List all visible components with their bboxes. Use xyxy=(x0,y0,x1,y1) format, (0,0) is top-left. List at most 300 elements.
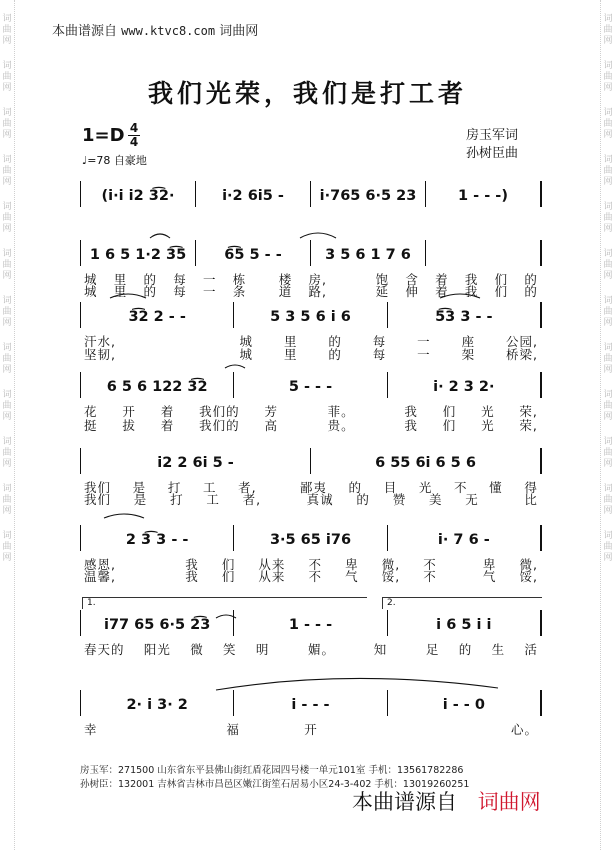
lyric-word: 美 xyxy=(428,492,443,507)
lyric-word: 不 xyxy=(423,557,437,572)
lyric-word: 每 xyxy=(372,347,387,362)
measure-notes: 2 3͡ 3 - - xyxy=(125,532,189,548)
lyric-word: 微, xyxy=(381,557,401,572)
lyric-word: 城 xyxy=(239,347,254,362)
side-watermark-glyph: 网 xyxy=(603,271,613,281)
lyric-word: 着 xyxy=(435,272,449,287)
measure xyxy=(426,240,542,266)
lyric-word: 温馨, xyxy=(84,569,116,584)
side-watermark-glyph: 网 xyxy=(2,177,12,187)
side-watermark-group xyxy=(2,343,11,376)
measure xyxy=(388,610,542,636)
lyric-word: 工 xyxy=(206,492,220,507)
side-watermark-glyph: 网 xyxy=(603,177,613,187)
lyric-word: 卑 xyxy=(345,557,359,572)
lyric-word: 不 xyxy=(308,557,323,572)
lyric-word: 着 xyxy=(160,404,175,419)
measure-notes: 6 5 6 122 3͡2 xyxy=(106,379,208,395)
side-watermark-glyph: 曲 xyxy=(603,495,613,505)
lyric-word: 里 xyxy=(113,284,128,299)
measure-notes: 5 - - - xyxy=(288,379,333,395)
lyric-word: 荣, xyxy=(519,404,538,419)
measure-notes: i·765 6·5 23 xyxy=(319,188,417,204)
lyric-word: 明 xyxy=(255,642,270,657)
lyric-word: 光 xyxy=(481,404,495,419)
lyric-word: 幸 xyxy=(84,722,98,737)
lyric-word: 我 xyxy=(185,569,199,584)
side-watermark-glyph: 网 xyxy=(603,506,613,516)
side-watermark-glyph: 网 xyxy=(2,506,12,516)
side-watermark-glyph: 网 xyxy=(603,553,613,563)
lyric-word: 道 xyxy=(278,284,293,299)
lyric-word: 挺 xyxy=(84,418,98,433)
footer-watermark xyxy=(352,786,541,816)
lyric-word: 架 xyxy=(461,347,476,362)
lyric-word: 我们 xyxy=(84,492,112,507)
header-watermark xyxy=(52,20,258,39)
footer-site-name[interactable]: 词曲网 xyxy=(477,790,541,814)
lyric-word: 我 xyxy=(404,404,418,419)
lyric-word: 一 xyxy=(203,272,217,287)
measure-notes: 1 - - - xyxy=(288,617,333,633)
side-watermark-group xyxy=(603,249,612,282)
key-signature: 1=D xyxy=(82,125,125,146)
lyric-line xyxy=(84,720,538,738)
measure xyxy=(80,610,234,636)
measure xyxy=(388,372,542,398)
lyric-word: 微 xyxy=(190,642,204,657)
lyric-word: 条 xyxy=(232,284,247,299)
side-watermark-glyph: 词 xyxy=(2,155,12,165)
measure-notes: 1 6 5 1·2 3͡5 xyxy=(89,247,187,263)
measure xyxy=(311,448,542,474)
lyric-word: 者, xyxy=(242,492,262,507)
time-signature xyxy=(128,122,140,149)
measure xyxy=(234,610,387,636)
header-site-name: 词曲网 xyxy=(219,24,259,39)
lyric-word: 得 xyxy=(524,480,538,495)
lyric-word: 汗水, xyxy=(84,334,116,349)
side-watermark-glyph: 词 xyxy=(603,61,613,71)
side-watermark-glyph: 曲 xyxy=(603,401,613,411)
measure xyxy=(80,302,234,328)
side-watermark-glyph: 词 xyxy=(2,343,12,353)
lyric-word: 从来 xyxy=(258,569,286,584)
volta-2-label: 2. xyxy=(387,598,396,608)
lyric-word: 鄙夷 xyxy=(299,480,327,495)
side-watermark-glyph: 曲 xyxy=(2,307,12,317)
lyric-word: 馁, xyxy=(519,569,538,584)
lyric-word: 者, xyxy=(238,480,257,495)
side-watermark-glyph: 词 xyxy=(2,249,12,259)
lyric-word: 一 xyxy=(203,284,217,299)
lyric-word: 贵。 xyxy=(327,418,355,433)
measure xyxy=(80,181,196,207)
side-watermark-glyph: 词 xyxy=(2,61,12,71)
side-watermark-glyph: 曲 xyxy=(2,401,12,411)
side-watermark-glyph: 词 xyxy=(2,484,12,494)
lyric-word: 里 xyxy=(113,272,128,287)
lyric-word: 从来 xyxy=(258,557,286,572)
measure xyxy=(426,181,542,207)
lyric-word: 无 xyxy=(465,492,479,507)
side-watermark-glyph: 词 xyxy=(2,296,12,306)
side-watermark-glyph: 词 xyxy=(603,202,613,212)
side-watermark-glyph: 网 xyxy=(2,459,12,469)
measure-notes: i - - 0 xyxy=(442,697,485,713)
notation-system xyxy=(80,181,542,207)
lyric-word: 栋 xyxy=(232,272,247,287)
notation-system xyxy=(80,610,542,636)
lyric-word: 芳 xyxy=(264,404,278,419)
lyric-word: 我 xyxy=(464,284,479,299)
lyric-word: 微, xyxy=(519,557,538,572)
side-watermark-glyph: 曲 xyxy=(603,213,613,223)
side-watermark-glyph: 词 xyxy=(603,531,613,541)
lyric-word: 们 xyxy=(494,284,509,299)
measure-notes: 2· i 3· 2 xyxy=(126,697,188,713)
lyric-word: 工 xyxy=(202,480,217,495)
contact-line-composer: 孙树臣：132001 吉林省吉林市昌邑区嫩江街笙石居易小区24-3-402 手机：13019260251 xyxy=(80,779,470,790)
side-watermark-glyph: 网 xyxy=(2,224,12,234)
lyric-word: 的 xyxy=(328,347,342,362)
lyric-word: 里 xyxy=(283,334,298,349)
side-watermark-glyph: 曲 xyxy=(603,542,613,552)
measure xyxy=(80,448,311,474)
notation-system xyxy=(80,240,542,266)
notation-system xyxy=(80,372,542,398)
measure xyxy=(311,240,426,266)
lyric-word: 光 xyxy=(418,480,433,495)
lyric-word: 里 xyxy=(283,347,298,362)
side-watermark-glyph: 网 xyxy=(603,36,613,46)
measure-notes: i - - - xyxy=(291,697,330,713)
lyric-word: 着 xyxy=(160,418,175,433)
lyric-word: 含 xyxy=(405,272,419,287)
lyric-word: 们 xyxy=(221,569,236,584)
lyric-word: 不 xyxy=(454,480,468,495)
side-watermark-glyph: 曲 xyxy=(2,448,12,458)
side-watermark-glyph: 曲 xyxy=(603,72,613,82)
lyric-word: 房, xyxy=(308,272,327,287)
lyric-word: 笑 xyxy=(223,642,237,657)
side-watermark-glyph: 网 xyxy=(2,271,12,281)
lyric-word: 目 xyxy=(383,480,398,495)
side-watermark-glyph: 曲 xyxy=(603,307,613,317)
measure xyxy=(388,525,542,551)
lyric-word: 桥梁, xyxy=(505,347,538,362)
side-watermark-group xyxy=(2,484,11,517)
lyric-word: 懂 xyxy=(489,480,503,495)
measure-notes: i2 2 6i 5 - xyxy=(157,455,234,471)
side-watermark-glyph: 词 xyxy=(2,202,12,212)
notation-system xyxy=(80,448,542,474)
lyric-word: 的 xyxy=(143,284,158,299)
measure xyxy=(388,690,542,716)
lyric-word: 我 xyxy=(464,272,479,287)
side-watermark-group xyxy=(2,390,11,423)
lyric-word: 足 xyxy=(425,642,440,657)
lyric-line xyxy=(84,490,538,508)
side-watermark-group xyxy=(603,343,612,376)
lyric-word: 坚韧, xyxy=(84,347,116,362)
side-watermark-glyph: 曲 xyxy=(2,495,12,505)
side-watermark-glyph: 词 xyxy=(603,484,613,494)
measure xyxy=(196,181,311,207)
lyric-word: 的 xyxy=(524,272,538,287)
side-watermark-group xyxy=(603,155,612,188)
lyric-word: 的 xyxy=(143,272,158,287)
lyric-word: 媚。 xyxy=(308,642,336,657)
header-url-link[interactable]: www.ktvc8.com xyxy=(121,24,216,38)
side-watermark-glyph: 词 xyxy=(603,390,613,400)
lyric-word: 公园, xyxy=(505,334,538,349)
side-watermark-glyph: 曲 xyxy=(603,354,613,364)
side-watermark-glyph: 曲 xyxy=(2,72,12,82)
side-watermark-glyph: 曲 xyxy=(603,25,613,35)
lyric-word: 打 xyxy=(167,480,182,495)
lyric-line xyxy=(84,282,538,300)
lyric-line xyxy=(84,416,538,434)
measure xyxy=(80,525,234,551)
side-watermark-group xyxy=(2,249,11,282)
measure xyxy=(80,240,196,266)
lyric-word: 气 xyxy=(482,569,497,584)
header-brand: 本曲谱源自 xyxy=(52,24,118,39)
side-watermark-group xyxy=(2,155,11,188)
lyric-word: 拔 xyxy=(122,418,136,433)
volta-bracket-2 xyxy=(382,597,542,609)
lyric-word: 福 xyxy=(226,722,240,737)
side-watermark-group xyxy=(2,531,11,564)
lyric-word: 城 xyxy=(84,272,98,287)
lyric-word: 打 xyxy=(170,492,184,507)
measure xyxy=(234,302,387,328)
side-watermark-glyph: 网 xyxy=(2,130,12,140)
lyric-word: 伸 xyxy=(405,284,419,299)
side-watermark-glyph: 曲 xyxy=(2,354,12,364)
lyric-word: 们 xyxy=(221,557,236,572)
lyric-word: 真诚 xyxy=(306,492,334,507)
side-watermark-group xyxy=(603,108,612,141)
side-watermark-glyph: 网 xyxy=(2,36,12,46)
lyric-word: 心。 xyxy=(510,722,538,737)
lyric-word: 不 xyxy=(423,569,437,584)
contact-line-lyricist: 房玉军：271500 山东省东平县佛山街红盾花园四号楼一单元101室 手机：13561782286 xyxy=(80,765,464,776)
side-watermark-right xyxy=(600,0,615,850)
side-watermark-group xyxy=(2,14,11,47)
lyric-word: 延 xyxy=(375,284,390,299)
lyric-word: 的 xyxy=(458,642,473,657)
side-watermark-glyph: 词 xyxy=(603,108,613,118)
side-watermark-glyph: 网 xyxy=(603,318,613,328)
lyricist-credit: 房玉军词 xyxy=(466,128,519,143)
notation-system xyxy=(80,525,542,551)
side-watermark-glyph: 网 xyxy=(603,130,613,140)
side-watermark-glyph: 网 xyxy=(603,459,613,469)
measure-notes: 6 55 6i 6 5 6 xyxy=(375,455,476,471)
side-watermark-glyph: 词 xyxy=(2,14,12,24)
measure xyxy=(311,181,426,207)
lyric-word: 花 xyxy=(84,404,98,419)
lyric-word: 我 xyxy=(404,418,418,433)
lyric-word: 活 xyxy=(524,642,538,657)
credits xyxy=(466,127,518,163)
lyric-word: 着 xyxy=(435,284,449,299)
lyric-line xyxy=(84,567,538,585)
volta-bracket-1 xyxy=(82,597,367,609)
lyric-word: 菲。 xyxy=(327,404,355,419)
side-watermark-glyph: 词 xyxy=(603,249,613,259)
side-watermark-group xyxy=(603,202,612,235)
measure-notes: i77 65 6·5 2͡3 xyxy=(103,617,211,633)
lyric-word: 一 xyxy=(417,347,431,362)
lyric-word: 气 xyxy=(345,569,359,584)
footer-brand: 本曲谱源自 xyxy=(352,790,457,814)
side-watermark-glyph: 曲 xyxy=(603,260,613,270)
measure-notes: 5͡3 3 - - xyxy=(435,309,493,325)
lyric-word: 的 xyxy=(524,284,538,299)
measure xyxy=(234,525,387,551)
lyric-word: 卑 xyxy=(482,557,497,572)
side-watermark-glyph: 曲 xyxy=(2,213,12,223)
measure xyxy=(196,240,311,266)
lyric-word: 光 xyxy=(481,418,495,433)
side-watermark-glyph: 曲 xyxy=(2,166,12,176)
side-watermark-glyph: 曲 xyxy=(2,119,12,129)
lyric-word: 的 xyxy=(348,480,363,495)
side-watermark-glyph: 曲 xyxy=(603,448,613,458)
side-watermark-glyph: 曲 xyxy=(2,260,12,270)
lyric-word: 每 xyxy=(372,334,387,349)
lyric-word: 饱 xyxy=(375,272,390,287)
lyric-line xyxy=(84,345,538,363)
side-watermark-glyph: 词 xyxy=(603,437,613,447)
measure-notes: 3 5 6 1 7 6 xyxy=(325,247,411,263)
side-watermark-glyph: 网 xyxy=(2,412,12,422)
measure-notes: i· 7 6 - xyxy=(437,532,490,548)
side-watermark-glyph: 网 xyxy=(2,83,12,93)
side-watermark-group xyxy=(603,531,612,564)
measure-notes: 5 3 5 6 i 6 xyxy=(270,309,351,325)
lyric-word: 阳光 xyxy=(143,642,171,657)
lyric-word: 生 xyxy=(491,642,506,657)
measure-notes: (i·i i2 3͡2· xyxy=(101,188,175,204)
lyric-word: 比 xyxy=(524,492,538,507)
lyric-word: 春天的 xyxy=(84,642,125,657)
measure xyxy=(388,302,542,328)
lyric-word: 每 xyxy=(173,284,187,299)
measure-notes: i 6 5 i i xyxy=(436,617,492,633)
lyric-word: 我 xyxy=(185,557,199,572)
lyric-word: 们 xyxy=(494,272,509,287)
lyric-word: 荣, xyxy=(519,418,538,433)
song-title: 我们光荣，我们是打工者 xyxy=(147,79,467,108)
lyric-word: 城 xyxy=(239,334,254,349)
measure xyxy=(234,372,387,398)
lyric-word: 的 xyxy=(356,492,370,507)
lyric-word: 楼 xyxy=(278,272,293,287)
lyric-word: 高 xyxy=(264,418,278,433)
lyric-word: 赞 xyxy=(392,492,407,507)
side-watermark-group xyxy=(2,202,11,235)
measure-notes: 1 - - -) xyxy=(458,188,508,204)
lyric-word: 我们的 xyxy=(199,418,240,433)
lyric-word: 城 xyxy=(84,284,98,299)
time-signature-top: 4 xyxy=(129,121,139,135)
lyric-word: 我们的 xyxy=(199,404,240,419)
side-watermark-glyph: 网 xyxy=(603,365,613,375)
lyric-word: 们 xyxy=(442,418,457,433)
lyric-word: 是 xyxy=(132,480,147,495)
lyric-word: 路, xyxy=(308,284,327,299)
side-watermark-glyph: 词 xyxy=(2,437,12,447)
side-watermark-glyph: 网 xyxy=(603,412,613,422)
side-watermark-left xyxy=(0,0,15,850)
lyric-word: 感恩, xyxy=(84,557,116,572)
side-watermark-glyph: 词 xyxy=(603,296,613,306)
notation-system xyxy=(80,302,542,328)
measure-notes: i· 2 3 2· xyxy=(433,379,495,395)
lyric-word: 开 xyxy=(304,722,318,737)
time-signature-bottom: 4 xyxy=(129,135,139,149)
lyric-word: 座 xyxy=(461,334,476,349)
lyric-word: 我们 xyxy=(84,480,112,495)
lyric-word: 一 xyxy=(417,334,431,349)
side-watermark-glyph: 词 xyxy=(2,390,12,400)
lyric-word: 知 xyxy=(373,642,388,657)
side-watermark-glyph: 曲 xyxy=(603,119,613,129)
measure xyxy=(234,690,387,716)
side-watermark-group xyxy=(2,437,11,470)
side-watermark-glyph: 网 xyxy=(2,365,12,375)
lyric-line xyxy=(84,640,538,658)
lyric-word: 们 xyxy=(442,404,457,419)
side-watermark-glyph: 词 xyxy=(603,155,613,165)
side-watermark-glyph: 曲 xyxy=(2,542,12,552)
notation-system xyxy=(80,690,542,716)
lyric-word: 是 xyxy=(133,492,148,507)
lyric-word: 的 xyxy=(328,334,342,349)
side-watermark-glyph: 网 xyxy=(2,318,12,328)
side-watermark-group xyxy=(603,390,612,423)
volta-1-label: 1. xyxy=(87,598,96,608)
side-watermark-glyph: 网 xyxy=(603,83,613,93)
side-watermark-glyph: 词 xyxy=(603,343,613,353)
side-watermark-group xyxy=(2,108,11,141)
measure-notes: 3·5 65 i76 xyxy=(269,532,352,548)
side-watermark-group xyxy=(2,296,11,329)
measure xyxy=(80,372,234,398)
composer-credit: 孙树臣曲 xyxy=(466,146,519,161)
side-watermark-glyph: 曲 xyxy=(2,25,12,35)
measure-notes: 6͡5 5 - - xyxy=(224,247,282,263)
side-watermark-glyph: 词 xyxy=(2,108,12,118)
side-watermark-glyph: 曲 xyxy=(603,166,613,176)
measure xyxy=(80,690,234,716)
side-watermark-group xyxy=(603,296,612,329)
side-watermark-glyph: 词 xyxy=(603,14,613,24)
side-watermark-group xyxy=(603,437,612,470)
side-watermark-glyph: 网 xyxy=(603,224,613,234)
side-watermark-group xyxy=(603,484,612,517)
side-watermark-glyph: 网 xyxy=(2,553,12,563)
side-watermark-group xyxy=(603,14,612,47)
measure-notes: 3͡2 2 - - xyxy=(128,309,186,325)
lyric-word: 不 xyxy=(308,569,323,584)
lyric-word: 每 xyxy=(173,272,187,287)
side-watermark-glyph: 词 xyxy=(2,531,12,541)
